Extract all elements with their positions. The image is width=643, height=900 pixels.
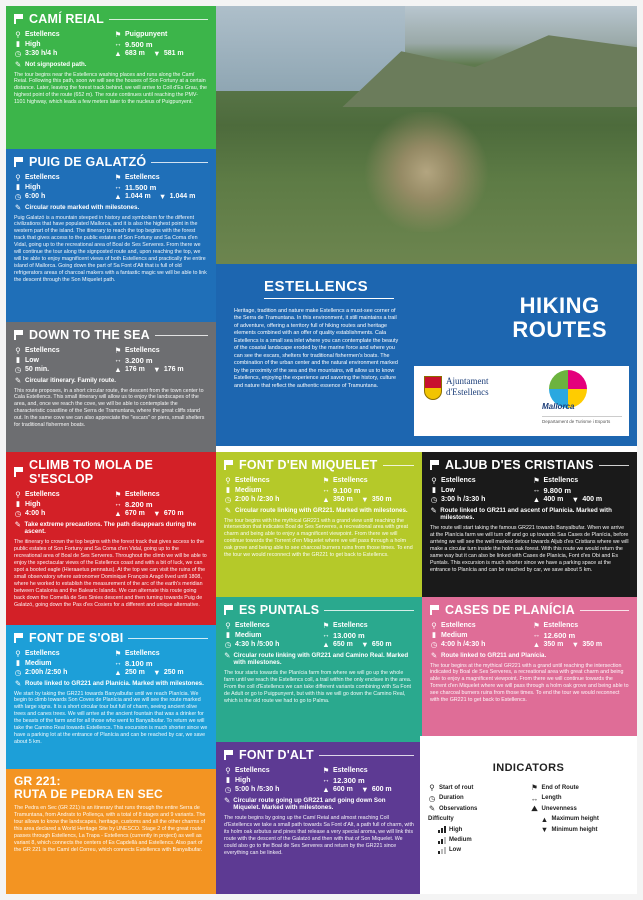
min-height-icon: ▼ <box>361 494 369 504</box>
flag-icon <box>14 14 24 24</box>
length-icon: ↔ <box>322 775 330 785</box>
route-description: Puig Galatzó is a mountain steeped in history and symbolism for the different civilizations that have populated Mallorca, and it is also the highest point in the western part of the island. The itinerary to reach the top begins with the forest track that gives access to the public estates of Son Fortuny and Sa Coma d'en Vidal, going up to the recreational area of Boal de Ses Serveres. From there we will continue the tour along the signposted route and, upon reaching the top, we will be able to enjoy magnificent views of both Estellencs and practically the entire island of Mallorca. Going down the part of Sa Font d'Alt that is full of old refrigerators areas of charcoal makers with a fantastic magic we will be able to link the descent through the Son Miquelet path. <box>14 214 207 284</box>
route-observations: Circular route linking with GR221 and Camino Real. Marked with milestones. <box>233 652 409 667</box>
route-observations: Circular route linking with GR221. Marked with milestones. <box>235 507 408 514</box>
length-value: 8.200 m <box>125 499 153 509</box>
route-observations: Route linked to GR211 and ascent of Planícia. Marked with milestones. <box>440 507 612 522</box>
length-icon: ↔ <box>322 630 330 640</box>
end-flag-icon: ⚑ <box>322 621 330 630</box>
route-stats <box>14 650 208 676</box>
length-icon: ↔ <box>532 630 541 640</box>
start-value: Estellencs <box>25 650 60 658</box>
route-observations: Circular route going up GR221 and going down Son Miquelet. Marked with milestones. <box>233 797 386 812</box>
intro-title-text: ESTELLENCS <box>264 278 369 295</box>
indicators-legend <box>420 736 637 894</box>
clock-icon: ◷ <box>428 793 436 803</box>
down-value: 350 m <box>582 640 603 648</box>
end-value: Estellencs <box>125 650 160 658</box>
end-flag-icon: ⚑ <box>531 783 538 792</box>
start-icon: ⚲ <box>15 490 21 499</box>
length-icon: ↔ <box>322 485 330 495</box>
max-height-icon: ▲ <box>532 639 541 649</box>
difficulty-icon: ▮ <box>15 499 21 509</box>
route-title: ALJUB D'ES CRISTIANS <box>445 458 594 472</box>
up-value: 1.044 m <box>125 192 151 200</box>
route-title: GR 221: <box>14 774 61 788</box>
length-icon: ↔ <box>114 499 122 509</box>
min-height-icon: ▼ <box>153 667 161 677</box>
difficulty-value: Medium <box>25 659 52 667</box>
route-description: The tour begins with the mythical GR221 with a grand view until reaching the intersection that indicates Boal de Ses Serveres, a recreational area with great charm and being able to enjoy a magnificent viewpoint. From there we will continue towards the Torrent d'en Miquelet where we will pass through a holm oak grove and being able to see charcoal burners ruins from those times. To end the tour we would reconnect with the GR221 to get back to Estellencs. <box>224 517 413 559</box>
length-value: 9.800 m <box>543 485 572 495</box>
difficulty-value: High <box>25 40 41 48</box>
route-card-mola-de-sesclop <box>6 452 216 625</box>
route-stats <box>14 174 208 200</box>
difficulty-icon: ▮ <box>15 182 21 192</box>
difficulty-low-icon <box>438 847 446 854</box>
observations-icon: ✎ <box>14 60 22 69</box>
length-value: 3.200 m <box>125 355 153 365</box>
route-description: We start by taking the GR221 towards Banyalbufar until we reach Planícia. We begin to climb towards Son Coves de Planícia and we will see the route marked with large signs. It is a short circular tour but full of charm, seeing ancient olive trees and canes trees. We will arrive at the ancient fountain that was a drinker for the beasts of the farm and for all those who went to Banyalbufar. To return we will take the Camino Real towards Estellencs. This excursion is much shorter since we have a parking lot at the entrance of Planícia and can be reached by car, we save about 5 km. <box>14 690 208 746</box>
start-icon: ⚲ <box>15 173 21 182</box>
legend-observations: Observations <box>439 805 478 812</box>
route-stats <box>430 477 629 503</box>
difficulty-icon: ▮ <box>225 485 231 495</box>
start-value: Estellencs <box>25 347 60 355</box>
min-height-icon: ▼ <box>361 639 369 649</box>
observations-icon: ✎ <box>14 203 22 212</box>
route-title: DOWN TO THE SEA <box>29 328 150 342</box>
end-value: Estellencs <box>125 491 160 499</box>
max-height-icon: ▲ <box>540 814 549 824</box>
difficulty-high-icon <box>438 826 446 833</box>
min-height-icon: ▼ <box>571 494 580 504</box>
difficulty-value: Medium <box>441 631 468 639</box>
start-icon: ⚲ <box>15 30 21 39</box>
down-value: 600 m <box>371 785 392 793</box>
max-height-icon: ▲ <box>322 494 330 504</box>
difficulty-icon: ▮ <box>15 658 21 668</box>
start-icon: ⚲ <box>225 766 231 775</box>
down-value: 176 m <box>163 365 184 373</box>
up-value: 250 m <box>125 668 145 676</box>
down-value: 400 m <box>582 495 603 503</box>
route-description: The route will start taking the famous GR221 towards Banyalbufar. When we arrive at the Planícia farm we will turn off and go up towards Sas Cases de Planícia, before arriving we will see the well marked detour towards Aljub d'es Cristians where we will make a circular turn inside the holm oak forest. With this route we would return the same way but it can also be linked with Cases de Planícia, Font d'es Obi and Es Puntals. This excursion is much shorter since we have a parking space at the entrance to Planícia and can be reached by car, we save about 5 km. <box>430 524 629 573</box>
min-height-icon: ▼ <box>540 825 549 834</box>
observations-icon: ✎ <box>430 506 437 515</box>
down-value: 1.044 m <box>169 192 196 200</box>
route-stats <box>224 477 414 503</box>
duration-value: 4:00 h /4:30 h <box>441 640 486 648</box>
difficulty-icon: ▮ <box>431 630 437 640</box>
clock-icon: ◷ <box>14 191 22 201</box>
start-value: Estellencs <box>25 31 60 39</box>
end-flag-icon: ⚑ <box>322 476 330 485</box>
legend-length: Length <box>541 795 562 802</box>
down-value: 650 m <box>371 640 392 648</box>
route-observations: Not signposted path. <box>25 61 87 68</box>
clock-icon: ◷ <box>224 639 232 649</box>
route-card-cami-reial <box>6 6 216 149</box>
duration-value: 6:00 h <box>25 192 46 200</box>
difficulty-value: Medium <box>235 486 262 494</box>
route-card-font-den-miquelet <box>216 452 422 597</box>
difficulty-icon: ▮ <box>225 630 231 640</box>
up-value: 650 m <box>333 640 353 648</box>
up-value: 683 m <box>125 49 145 57</box>
difficulty-value: High <box>25 500 41 508</box>
route-stats <box>224 767 414 793</box>
max-height-icon: ▲ <box>114 508 122 518</box>
start-icon: ⚲ <box>15 649 21 658</box>
observations-icon: ✎ <box>430 651 438 660</box>
min-height-icon: ▼ <box>153 364 161 374</box>
legend-end: End of Route <box>541 784 579 791</box>
difficulty-value: Medium <box>235 631 262 639</box>
end-flag-icon: ⚑ <box>114 346 122 355</box>
end-value: Estellencs <box>125 174 160 182</box>
end-value: Estellencs <box>543 622 579 630</box>
flag-icon <box>14 330 24 340</box>
clock-icon: ◷ <box>224 784 232 794</box>
max-height-icon: ▲ <box>114 667 122 677</box>
start-icon: ⚲ <box>431 621 437 630</box>
length-value: 13.000 m <box>333 630 365 640</box>
route-observations: Circular itinerary. Family route. <box>25 377 117 384</box>
legend-low: Low <box>449 847 461 853</box>
route-card-font-dalt <box>216 742 422 894</box>
end-value: Estellencs <box>543 477 579 485</box>
max-height-icon: ▲ <box>114 191 122 201</box>
up-value: 176 m <box>125 365 145 373</box>
end-flag-icon: ⚑ <box>114 490 122 499</box>
ajuntament-line-2: d'Estellencs <box>446 386 489 397</box>
end-flag-icon: ⚑ <box>533 621 540 630</box>
route-title: FONT D'ALT <box>239 748 314 762</box>
start-value: Estellencs <box>25 491 60 499</box>
duration-value: 50 min. <box>25 365 50 373</box>
max-height-icon: ▲ <box>114 48 122 58</box>
route-stats <box>224 622 414 648</box>
legend-difficulty: Difficulty <box>428 816 454 823</box>
route-description: The itinerary to crown the top begins with the forest track that gives access to the public estates of Son Fortuny and Sa Coma d'en Vidal, going up to the recreational area of Boal de Ses Serveres. Throughout the climb we will be able to enjoy the spectacular views of the Estellencs coast and with a bit of luck, we can spot a booted eagle (Hieraaetus pennatus). At the top we can visit the ruins of the small observatory where astronomer Dominique François Aragó lived until 1808, where he worked to establish the measurement of the arc of the earth's meridian between Catalonia and the Balearic Islands. We can alternate this route going back down the Comellà de Ses Sinies descent and then turning towards Puig de Galatzó, going down the Pas d'es Cosiers for a different and unique alternative. <box>14 538 207 608</box>
coat-of-arms-icon <box>424 376 442 400</box>
start-icon: ⚲ <box>225 476 231 485</box>
end-flag-icon: ⚑ <box>533 476 540 485</box>
end-value: Estellencs <box>333 622 368 630</box>
down-value: 670 m <box>163 509 184 517</box>
duration-value: 3:00 h /3:30 h <box>441 495 486 503</box>
clock-icon: ◷ <box>14 508 22 518</box>
clock-icon: ◷ <box>224 494 232 504</box>
end-flag-icon: ⚑ <box>114 649 122 658</box>
route-description: The tour begins at the mythical GR221 with a grand until reaching the intersection indicated by Boal de Ses Serveres, a recreational area with great charm and being able to enjoy a magnificent viewpoint. From there we will continue towards the Torrent d'en Miquelet where we will pass through a holm oak grove and being able to see charcoal burners ruins from those times. To end the tour we would reconnect with the GR221 to get back to Estellencs. <box>430 662 629 704</box>
observations-icon: ✎ <box>14 376 22 385</box>
max-height-icon: ▲ <box>532 494 541 504</box>
duration-value: 3:30 h/4 h <box>25 49 58 57</box>
min-height-icon: ▼ <box>571 639 580 649</box>
flag-icon <box>430 460 440 470</box>
observations-icon: ✎ <box>14 679 22 688</box>
route-title: PUIG DE GALATZÓ <box>29 155 147 169</box>
ajuntament-logo <box>446 376 489 398</box>
route-title: FONT D'EN MIQUELET <box>239 458 378 472</box>
route-title: FONT DE S'OBI <box>29 631 124 645</box>
route-title: CAMÍ REIAL <box>29 12 104 26</box>
end-value: Estellencs <box>333 767 368 775</box>
route-description: The tour starts towards the Planícia farm from where we will go up the whole farm until we reach the Estellencs coll, a trail within the only enclave in the area. From the coll d'Estellencs we can take different variants combining with Sa Font de Adult or go to Puigpunyent, but with this we will go down the Camino Real, which is the old route we had to go to Palma. <box>224 669 412 704</box>
route-title: CLIMB TO MOLA DE S'ESCLOP <box>29 458 154 486</box>
hiking-line-2: ROUTES <box>512 316 607 342</box>
legend-min: Minimum height <box>551 826 598 833</box>
clock-icon: ◷ <box>430 639 438 649</box>
clock-icon: ◷ <box>14 364 22 374</box>
duration-value: 2:00h /2:50 h <box>25 668 68 676</box>
max-height-icon: ▲ <box>114 364 122 374</box>
difficulty-value: Low <box>441 486 455 494</box>
length-value: 12.300 m <box>333 775 365 785</box>
route-card-down-to-the-sea <box>6 322 216 452</box>
duration-value: 5:00 h /5:30 h <box>235 785 280 793</box>
legend-high: High <box>449 826 463 833</box>
start-icon: ⚲ <box>431 476 437 485</box>
route-stats <box>14 347 208 373</box>
intro-text: Heritage, tradition and nature make Estellencs a must-see corner of the Serra de Tramuntana. In this environment, it still maintains a trail of adventure, offering a territory full of hiking routes and heritage elements combined with an offer of quality establishments. Cala Estellencs is a small sea inlet where you can contemplate the beauty of the coastal landscape eroded by the marine force and where you can see the escars, shelters for traditional fishermen's boats. The combination of the urban center and the natural environment marked by the proximity of the sea and the mountains, will allow us to know Estellencs, enjoying the experience and savoring the history, culture and nature that reflect the authentic essence of Tramuntana. <box>234 308 399 389</box>
min-height-icon: ▼ <box>153 48 161 58</box>
flag-icon <box>14 633 24 643</box>
start-icon: ⚲ <box>15 346 21 355</box>
end-flag-icon: ⚑ <box>114 173 122 182</box>
indicators-title: INDICATORS <box>492 762 565 774</box>
up-value: 350 m <box>543 640 564 648</box>
length-value: 9.100 m <box>333 485 361 495</box>
estellencs-landscape-photo <box>216 6 637 272</box>
intro-title <box>264 278 368 295</box>
difficulty-icon: ▮ <box>431 485 437 495</box>
clock-icon: ◷ <box>14 48 22 58</box>
start-icon: ⚲ <box>429 783 435 792</box>
observations-icon: ✎ <box>14 520 21 529</box>
max-height-icon: ▲ <box>322 639 330 649</box>
end-flag-icon: ⚑ <box>322 766 330 775</box>
start-value: Estellencs <box>235 767 270 775</box>
legend-max: Maximum height <box>551 816 599 823</box>
duration-value: 4:00 h <box>25 509 46 517</box>
up-value: 670 m <box>125 509 145 517</box>
route-card-es-puntals <box>216 597 422 742</box>
end-value: Estellencs <box>125 347 160 355</box>
length-value: 8.100 m <box>125 658 153 668</box>
length-icon: ↔ <box>114 355 122 365</box>
difficulty-value: High <box>235 776 251 784</box>
max-height-icon: ▲ <box>322 784 330 794</box>
route-stats <box>14 31 208 57</box>
department-logo-text: Departament de Turisme i Esports <box>542 416 622 424</box>
length-icon: ↔ <box>114 658 122 668</box>
start-icon: ⚲ <box>225 621 231 630</box>
flag-icon <box>14 467 24 477</box>
difficulty-value: High <box>25 183 41 191</box>
difficulty-value: Low <box>25 356 39 364</box>
length-icon: ↔ <box>532 485 541 495</box>
length-icon: ↔ <box>114 39 122 49</box>
route-title: ES PUNTALS <box>239 603 320 617</box>
route-card-aljub-des-cristians <box>422 452 637 597</box>
flag-icon <box>224 605 234 615</box>
length-icon: ↔ <box>530 793 539 803</box>
start-value: Estellencs <box>441 622 476 630</box>
route-observations: Take extreme precautions. The path disappears during the ascent. <box>24 521 197 536</box>
start-value: Estellencs <box>441 477 476 485</box>
min-height-icon: ▼ <box>153 508 161 518</box>
difficulty-icon: ▮ <box>225 775 231 785</box>
route-card-cases-de-planicia <box>422 597 637 736</box>
duration-value: 2:00 h /2:30 h <box>235 495 280 503</box>
clock-icon: ◷ <box>14 667 22 677</box>
down-value: 250 m <box>163 668 184 676</box>
route-stats <box>430 622 629 648</box>
flag-icon <box>224 750 234 760</box>
observations-icon: ✎ <box>224 506 232 515</box>
flag-icon <box>224 460 234 470</box>
route-title-2: RUTA DE PEDRA EN SEC <box>14 786 163 801</box>
route-description: The route begins by going up the Camí Reial and almost reaching Coll d'Estellencs we take a small path towards Sa Font d'Alt, a path full of charm, with its holm oak arbutus and pines that release a very special aroma, we will link this route with the descent of the Galatzó and then with that of Son Miquelet. We could also go to the Boal de Ses Serveres and return by the GR221 since everything can be linked. <box>224 814 414 856</box>
route-title: CASES DE PLANÍCIA <box>445 603 575 617</box>
observations-icon: ✎ <box>428 804 436 813</box>
legend-duration: Duration <box>439 795 464 802</box>
route-stats <box>14 491 208 517</box>
route-observations: Route linked to GR211 and Planícia. <box>441 652 547 659</box>
route-description: This route proposes, in a short circular route, the descent from the town center to Cala Estellencs. This small itinerary will allow us to enjoy the landscapes of the area, and, once we reach the cove, we will be able to contemplate the characteristic coastline of the Serra de Tramuntana, where the great cliffs stand out. In the same cove we can also appreciate the "escars" or piers, small shelters for traditional fishermen boats. <box>14 387 205 429</box>
min-height-icon: ▼ <box>361 784 369 794</box>
start-value: Estellencs <box>235 477 270 485</box>
route-observations: Circular route marked with milestones. <box>25 204 140 211</box>
end-flag-icon: ⚑ <box>114 30 122 39</box>
length-value: 11.500 m <box>125 182 157 192</box>
length-icon: ↔ <box>114 182 122 192</box>
unevenness-icon: ⛰ <box>531 804 538 813</box>
end-value: Puigpunyent <box>125 31 168 39</box>
ajuntament-line-1: Ajuntament <box>446 376 489 386</box>
down-value: 581 m <box>163 49 184 57</box>
logos-box <box>414 366 629 436</box>
length-value: 12.600 m <box>543 630 576 640</box>
hiking-routes-heading <box>512 294 607 342</box>
legend-unevenness: Unevenness <box>541 805 577 812</box>
observations-icon: ✎ <box>224 796 231 805</box>
down-value: 350 m <box>371 495 392 503</box>
up-value: 400 m <box>543 495 564 503</box>
route-card-puig-de-galatzo <box>6 149 216 322</box>
legend-medium: Medium <box>449 837 472 843</box>
clock-icon: ◷ <box>430 494 438 504</box>
up-value: 350 m <box>333 495 353 503</box>
difficulty-icon: ▮ <box>15 355 21 365</box>
flag-icon <box>14 157 24 167</box>
route-description: The tour begins near the Estellencs washing places and runs along the Camí Reial. Following this path, soon we will see the houses of Son Fortuny at a certain distance. Later, leaving the forest track behind, we will arrive to Coll d'Es Grau, the highest point of the route (652 m). The route continues until reaching the PMV-1101 highway, which leads a few meters later to the nucleus of Puigpunyent. <box>14 71 207 106</box>
route-observations: Route linked to GR221 and Planícia. Marked with milestones. <box>25 680 204 687</box>
difficulty-icon: ▮ <box>15 39 21 49</box>
length-value: 9.500 m <box>125 39 153 49</box>
flag-icon <box>430 605 440 615</box>
min-height-icon: ▼ <box>158 191 167 201</box>
mallorca-logo-text: Mallorca <box>542 402 575 411</box>
hiking-line-1: HIKING <box>519 293 600 318</box>
intro-panel <box>216 264 637 446</box>
observations-icon: ✎ <box>224 651 231 660</box>
route-card-font-de-sobi <box>6 625 216 769</box>
route-card-gr-221 <box>6 769 216 894</box>
start-value: Estellencs <box>235 622 270 630</box>
start-value: Estellencs <box>25 174 60 182</box>
legend-start: Start of rout <box>439 784 474 791</box>
up-value: 600 m <box>333 785 353 793</box>
duration-value: 4:30 h /5:00 h <box>235 640 280 648</box>
end-value: Estellencs <box>333 477 368 485</box>
brochure-page <box>6 6 637 894</box>
route-description: The Pedra en Sec (GR 221) is an itinerary that runs through the entire Serra de Tramuntana, from Andratx to Pollença, with a total of 8 stages and 9 variants. The tour allows to know the landscapes, heritage, customs and all the other charms of this area declared a World Heritage Site by UNESCO. Stage 2 of the great route passes through Estellencs, La Trapa - Estellencs (currently in project) as well as variant 8, which connects the centers of Es Capdellà and Estellencs. Also part of the GR 221 is the Camí del Correu, which connects Estellencs with Banyalbufar. <box>14 805 206 854</box>
difficulty-medium-icon <box>438 837 446 844</box>
